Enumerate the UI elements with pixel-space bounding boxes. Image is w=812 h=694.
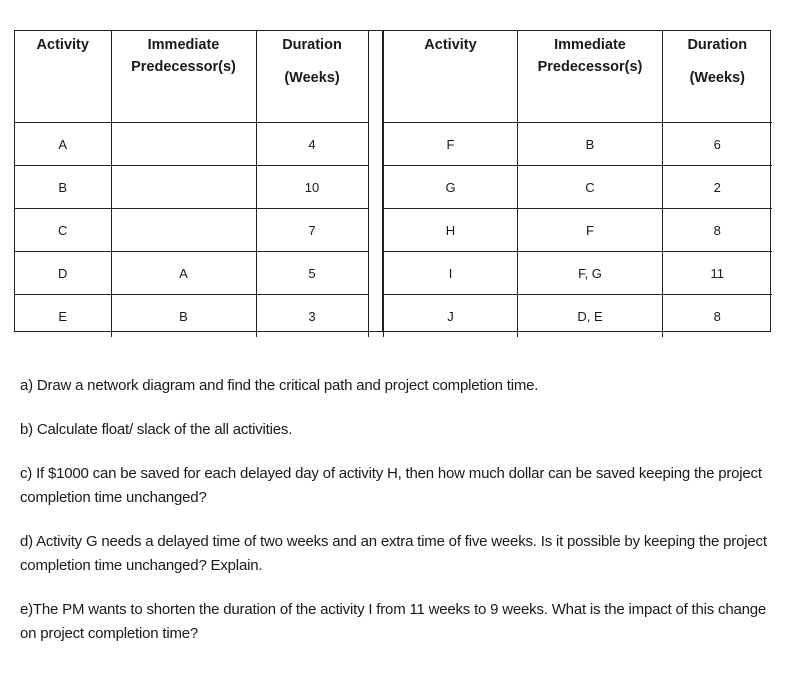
table-row bbox=[15, 166, 368, 209]
question-list bbox=[20, 374, 775, 646]
cell-predecessors: B bbox=[518, 123, 663, 166]
table-header-row bbox=[15, 31, 368, 123]
header-predecessors-line2: Predecessor(s) bbox=[131, 59, 236, 75]
cell-predecessors: C bbox=[518, 166, 663, 209]
cell-predecessors: F bbox=[518, 209, 663, 252]
header-duration bbox=[663, 31, 772, 123]
header-predecessors bbox=[111, 31, 256, 123]
activity-table-right bbox=[383, 31, 772, 337]
cell-duration: 6 bbox=[663, 123, 772, 166]
cell-activity: F bbox=[384, 123, 518, 166]
question-d: d) Activity G needs a delayed time of two weeks and an extra time of five weeks. Is it possible by keeping the project completion time unchanged? Explain. bbox=[20, 533, 767, 574]
table-row bbox=[15, 252, 368, 295]
cell-activity: I bbox=[384, 252, 518, 295]
header-duration-line1: Duration bbox=[282, 37, 342, 53]
cell-duration: 4 bbox=[256, 123, 368, 166]
table-row bbox=[384, 295, 772, 338]
cell-activity: H bbox=[384, 209, 518, 252]
table-row bbox=[15, 295, 368, 338]
cell-activity: G bbox=[384, 166, 518, 209]
table-row bbox=[15, 123, 368, 166]
cell-predecessors: B bbox=[111, 295, 256, 338]
table-row bbox=[384, 209, 772, 252]
cell-predecessors: A bbox=[111, 252, 256, 295]
cell-activity: C bbox=[15, 209, 111, 252]
header-duration-line2: (Weeks) bbox=[284, 70, 340, 86]
cell-activity: E bbox=[15, 295, 111, 338]
header-activity-label: Activity bbox=[424, 37, 477, 53]
cell-predecessors: D, E bbox=[518, 295, 663, 338]
header-predecessors-line1: Immediate bbox=[554, 37, 626, 53]
cell-activity: J bbox=[384, 295, 518, 338]
header-activity bbox=[384, 31, 518, 123]
activity-table bbox=[14, 30, 771, 332]
header-duration bbox=[256, 31, 368, 123]
table-row bbox=[384, 166, 772, 209]
header-predecessors-line2: Predecessor(s) bbox=[537, 59, 643, 75]
cell-activity: A bbox=[15, 123, 111, 166]
table-double-divider bbox=[368, 31, 369, 331]
header-activity bbox=[15, 31, 111, 123]
header-predecessors-line1: Immediate bbox=[147, 37, 220, 53]
cell-duration: 8 bbox=[663, 209, 772, 252]
table-row bbox=[384, 252, 772, 295]
cell-predecessors: F, G bbox=[518, 252, 663, 295]
question-a: a) Draw a network diagram and find the critical path and project completion time. bbox=[20, 377, 539, 394]
header-duration-line2: (Weeks) bbox=[689, 70, 745, 86]
question-b: b) Calculate float/ slack of the all activities. bbox=[20, 421, 293, 438]
question-e: e)The PM wants to shorten the duration of the activity I from 11 weeks to 9 weeks. What is the impact of this change on project completion time? bbox=[20, 601, 767, 642]
activity-table-left bbox=[15, 31, 369, 337]
cell-duration: 8 bbox=[663, 295, 772, 338]
table-row bbox=[15, 209, 368, 252]
header-duration-line1: Duration bbox=[687, 37, 748, 53]
cell-predecessors bbox=[111, 209, 256, 252]
cell-duration: 7 bbox=[256, 209, 368, 252]
question-c: c) If $1000 can be saved for each delayed day of activity H, then how much dollar can be saved keeping the project completion time unchanged? bbox=[20, 465, 762, 506]
cell-activity: B bbox=[15, 166, 111, 209]
cell-duration: 2 bbox=[663, 166, 772, 209]
cell-activity: D bbox=[15, 252, 111, 295]
cell-duration: 11 bbox=[663, 252, 772, 295]
header-predecessors bbox=[518, 31, 663, 123]
table-header-row bbox=[384, 31, 772, 123]
cell-duration: 10 bbox=[256, 166, 368, 209]
cell-duration: 5 bbox=[256, 252, 368, 295]
header-activity-label: Activity bbox=[36, 37, 89, 53]
cell-duration: 3 bbox=[256, 295, 368, 338]
cell-predecessors bbox=[111, 166, 256, 209]
table-row bbox=[384, 123, 772, 166]
cell-predecessors bbox=[111, 123, 256, 166]
